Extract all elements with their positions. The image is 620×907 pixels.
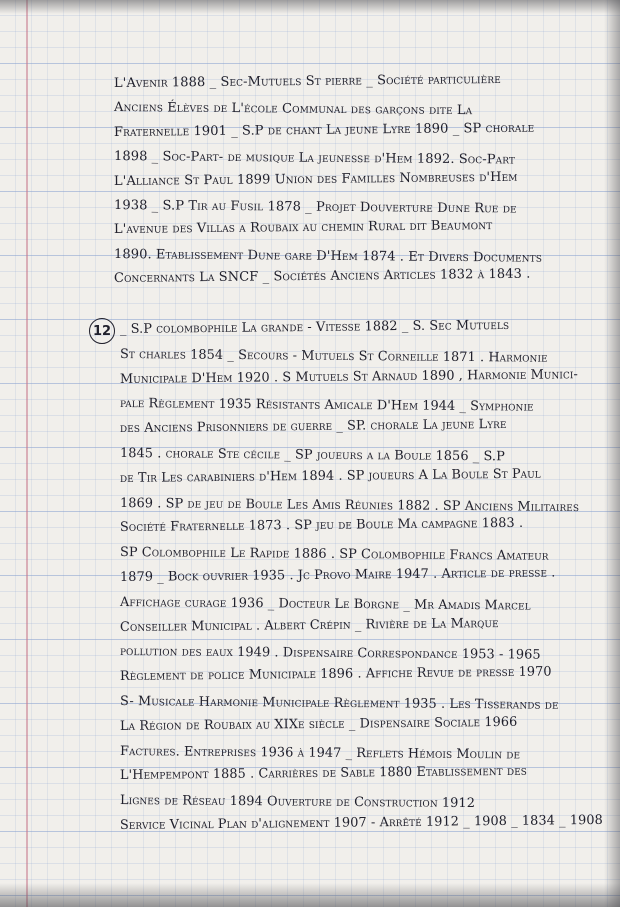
circled-item-number: 12 xyxy=(89,318,115,344)
handwritten-line: des Anciens Prisonniers de guerre _ SP. chorale La jeune Lyre xyxy=(119,417,507,437)
handwritten-line: St charles 1854 _ Secours - Mutuels St Corneille 1871 . Harmonie xyxy=(119,346,548,366)
handwritten-line: Service Vicinal Plan d'alignement 1907 - Arrêté 1912 _ 1908 _ 1834 _ 1908 xyxy=(119,812,603,833)
page-top-shadow xyxy=(0,0,620,14)
handwritten-line: pale Règlement 1935 Résistants Amicale D'Hem 1944 _ Symphonie xyxy=(119,396,534,416)
handwritten-line: 1890. Etablissement Dune gare D'Hem 1874 . Et Divers Documents xyxy=(113,246,543,266)
handwritten-line: S- Musicale Harmonie Municipale Règlement 1935 . Les Tisserands de xyxy=(119,694,559,713)
handwritten-line: 1898 _ Soc-Part- de musique La jeunesse d'Hem 1892. Soc-Part xyxy=(113,149,516,168)
handwritten-line: Fraternelle 1901 _ S.P de chant La jeune Lyre 1890 _ SP chorale xyxy=(113,120,535,140)
handwritten-line: L'Hempempont 1885 . Carrières de Sable 1880 Etablissement des xyxy=(119,764,528,784)
handwritten-line: Factures. Entreprises 1936 à 1947 _ Reflets Hémois Moulin de xyxy=(119,743,521,763)
handwritten-line: Conseiller Municipal . Albert Crépin _ Rivière de La Marque xyxy=(119,615,499,635)
handwritten-line: L'Avenir 1888 _ Sec-Mutuels St pierre _ Société particulière xyxy=(113,71,501,91)
handwritten-line: _ S.P colombophile La grande - Vitesse 1882 _ S. Sec Mutuels xyxy=(119,317,510,337)
handwritten-line: SP Colombophile Le Rapide 1886 . SP Colombophile Francs Amateur xyxy=(119,545,549,564)
handwritten-line: pollution des eaux 1949 . Dispensaire Correspondance 1953 - 1965 xyxy=(119,644,541,664)
handwritten-line: 1845 . chorale Ste cécile _ SP joueurs a la Boule 1856 _ S.P xyxy=(119,446,505,465)
handwritten-line: La Région de Roubaix au XIXe siècle _ Dispensaire Sociale 1966 xyxy=(119,714,518,734)
handwritten-line: L'Alliance St Paul 1899 Union des Familles Nombreuses d'Hem xyxy=(113,169,518,189)
handwritten-line: Lignes de Réseau 1894 Ouverture de Construction 1912 xyxy=(119,793,476,812)
handwritten-line: de Tir Les carabiniers d'Hem 1894 . SP joueurs A La Boule St Paul xyxy=(119,466,541,486)
handwritten-line: Affichage curage 1936 _ Docteur Le Borgne _ Mr Amadis Marcel xyxy=(119,594,531,614)
page-bottom-shadow xyxy=(0,883,620,907)
handwritten-line: 1869 . SP de jeu de Boule Les Amis Réunies 1882 . SP Anciens Militaires xyxy=(119,495,580,515)
handwritten-line: 1938 _ S.P Tir au Fusil 1878 _ Projet Douverture Dune Rue de xyxy=(113,198,517,217)
handwritten-line: Société Fraternelle 1873 . SP jeu de Boule Ma campagne 1883 . xyxy=(119,516,524,536)
handwritten-line: Anciens Élèves de L'école Communal des garçons dite La xyxy=(113,100,473,119)
handwritten-line: 1879 _ Bock ouvrier 1935 . Jc Provo Maire 1947 . Article de presse . xyxy=(119,565,556,585)
handwritten-line: Municipale D'Hem 1920 . S Mutuels St Arnaud 1890 , Harmonie Munici- xyxy=(119,366,578,387)
handwritten-line: Concernants La SNCF _ Sociétés Anciens Articles 1832 à 1843 . xyxy=(113,266,531,287)
handwritten-line: Règlement de police Municipale 1896 . Affiche Revue de presse 1970 xyxy=(119,664,552,685)
handwritten-line: L'avenue des Villas a Roubaix au chemin Rural dit Beaumont xyxy=(113,218,493,238)
